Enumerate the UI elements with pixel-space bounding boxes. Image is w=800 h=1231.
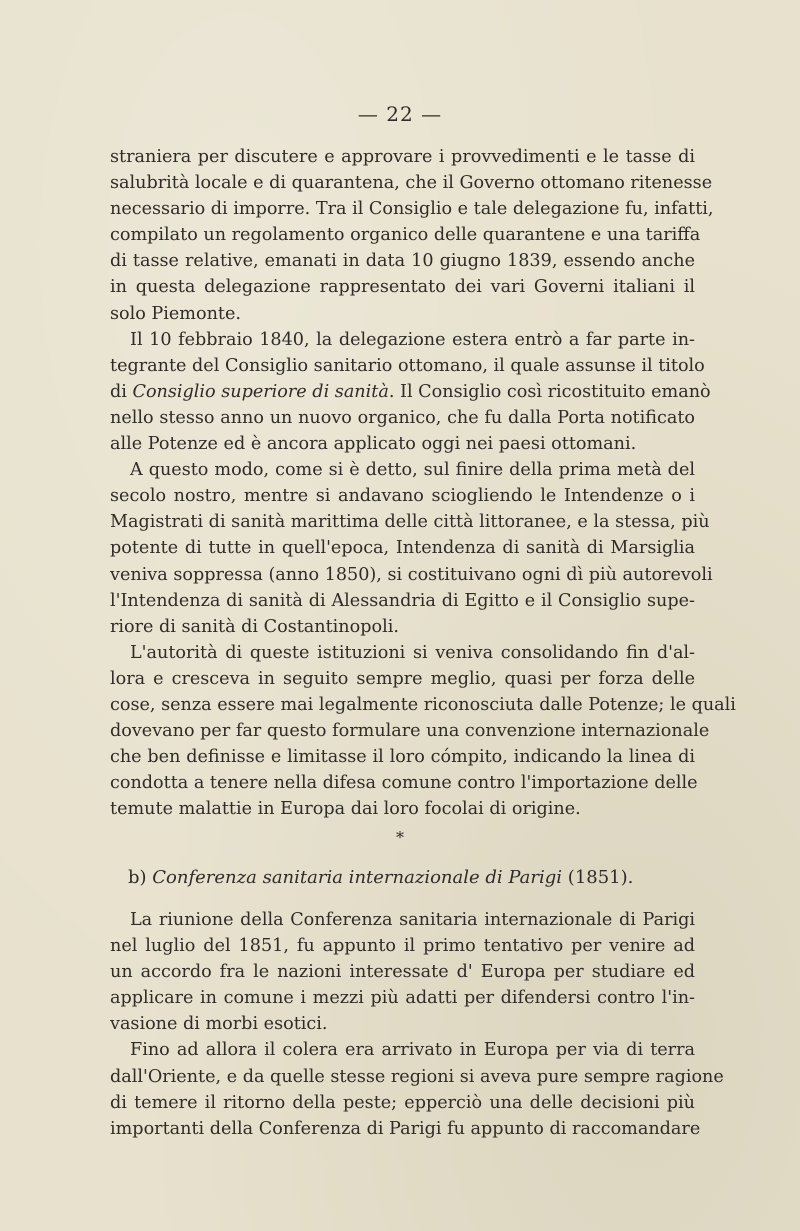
text-line: temute malattie in Europa dai loro focolai di origine. <box>110 799 581 820</box>
text-line: L'autorità di queste istituzioni si veniva consolidando fin d'al- <box>130 642 695 663</box>
text-line: La riunione della Conferenza sanitaria internazionale di Parigi <box>130 910 695 930</box>
text-line: dovevano per far questo formulare una convenzione internazionale <box>110 721 710 742</box>
text-line: necessario di imporre. Tra il Consiglio e tale delegazione fu, infatti, <box>110 199 714 220</box>
text-line: applicare in comune i mezzi più adatti per difendersi contro l'in- <box>110 988 695 1009</box>
paragraph <box>110 1037 724 1141</box>
text-line: Magistrati di sanità marittima delle città littoranee, e la stessa, più <box>110 512 710 533</box>
text-line: potente di tutte in quell'epoca, Intendenza di sanità di Marsiglia <box>110 538 695 559</box>
text-line: salubrità locale e di quarantena, che il Governo ottomano ritenesse <box>110 173 713 194</box>
text-line: importanti della Conferenza di Parigi fu appunto di raccomandare <box>110 1118 701 1139</box>
text-line: secolo nostro, mentre si andavano sciogliendo le Intendenze o i <box>110 486 695 507</box>
section-marker: b) <box>128 867 147 888</box>
text-line: l'Intendenza di sanità di Alessandria di Egitto e il Consiglio supe- <box>110 590 695 611</box>
text-line: riore di sanità di Costantinopoli. <box>110 616 399 637</box>
text-line: veniva soppressa (anno 1850), si costituivano ogni dì più autorevoli <box>110 564 713 585</box>
text-line: tegrante del Consiglio sanitario ottomano, il quale assunse il titolo <box>110 355 705 376</box>
text-line: lora e cresceva in seguito sempre meglio, quasi per forza delle <box>110 668 695 689</box>
text-line: condotta a tenere nella difesa comune contro l'importazione delle <box>110 773 698 794</box>
paragraph <box>110 907 695 1037</box>
text-line: in questa delegazione rappresentato dei vari Governi italiani il <box>110 277 695 298</box>
text-line: di temere il ritorno della peste; epperciò una delle decisioni più <box>110 1092 695 1113</box>
paragraph <box>110 144 714 327</box>
paragraph <box>110 327 711 457</box>
text-line: compilato un regolamento organico delle quarantene e una tariffa <box>110 225 701 246</box>
text-block-lower <box>110 907 724 1142</box>
text-line: nello stesso anno un nuovo organico, che fu dalla Porta notificato <box>110 407 695 428</box>
text-line: A questo modo, come si è detto, sul finire della prima metà del <box>130 460 695 481</box>
text-line: di Consiglio superiore di sanità. Il Consiglio così ricostituito emanò <box>110 381 711 402</box>
section-heading <box>128 866 633 890</box>
paragraph <box>110 457 713 640</box>
paragraph <box>110 640 736 823</box>
text-line: cose, senza essere mai legalmente riconosciuta dalle Potenze; le quali <box>110 694 736 715</box>
section-year: (1851). <box>567 867 634 888</box>
text-line: di tasse relative, emanati in data 10 giugno 1839, essendo anche <box>110 251 695 272</box>
section-separator: * <box>396 828 404 847</box>
text-line: che ben definisse e limitasse il loro cómpito, indicando la linea di <box>110 747 695 768</box>
text-line: alle Potenze ed è ancora applicato oggi nei paesi ottomani. <box>110 434 637 455</box>
text-line: nel luglio del 1851, fu appunto il primo tentativo per venire ad <box>110 936 695 957</box>
text-line: vasione di morbi esotici. <box>110 1014 328 1035</box>
text-line: un accordo fra le nazioni interessate d' Europa per studiare ed <box>110 962 695 983</box>
text-line: Il 10 febbraio 1840, la delegazione estera entrò a far parte in- <box>130 329 695 350</box>
text-line: Fino ad allora il colera era arrivato in Europa per via di terra <box>130 1040 695 1061</box>
page-number: — 22 — <box>357 102 443 126</box>
section-title: Conferenza sanitaria internazionale di Parigi <box>152 867 563 888</box>
text-line: solo Piemonte. <box>110 303 241 324</box>
text-line: straniera per discutere e approvare i provvedimenti e le tasse di <box>110 147 695 167</box>
text-block-upper <box>110 144 736 822</box>
text-line: dall'Oriente, e da quelle stesse regioni si aveva pure sempre ragione <box>110 1066 724 1087</box>
